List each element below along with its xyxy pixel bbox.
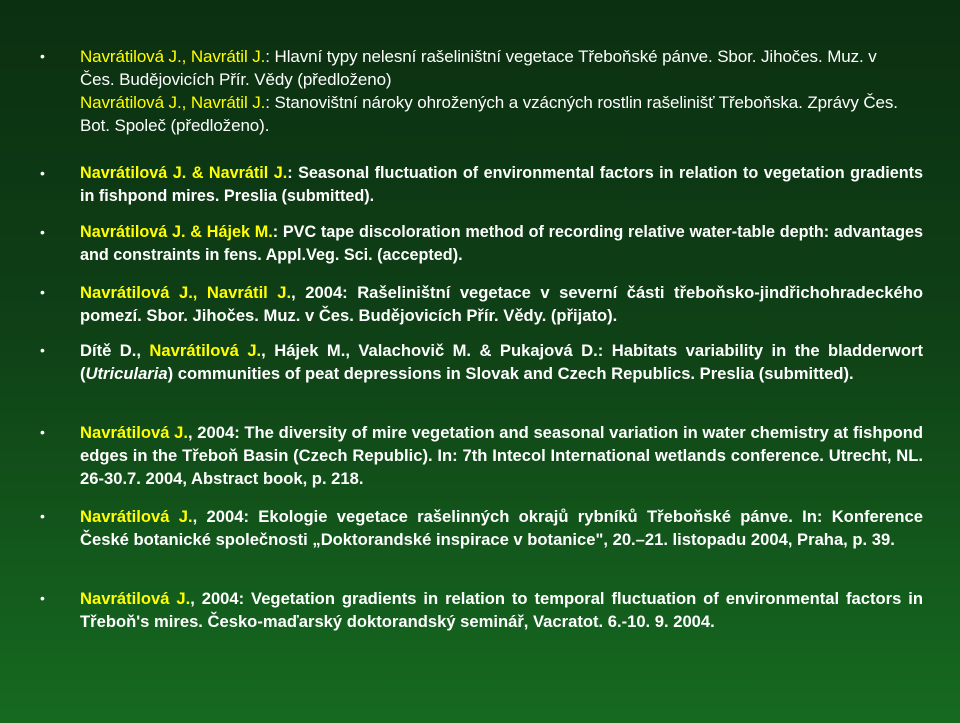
reference-coauthors-pre: Dítě D.,	[80, 341, 150, 360]
reference-authors: Navrátilová J., Navrátil J.	[80, 93, 266, 112]
reference-body-pre: : Habitats variability in the bladderwort (	[80, 341, 923, 383]
reference-text	[80, 281, 923, 327]
reference-text	[80, 339, 923, 385]
reference-authors: Navrátilová J.	[80, 507, 193, 526]
reference-body: , 2004: The diversity of mire vegetation and seasonal variation in water chemistry at fishpond edges in the Třeboň Basin (Czech Republic). In: 7th Intecol International wetlands conference. Utrecht, NL. 26-30.7. 2004, Abstract book, p. 218.	[80, 423, 924, 488]
reference-authors: Navrátilová J.	[149, 341, 262, 360]
reference-authors: Navrátilová J., Navrátil J.	[80, 47, 266, 66]
reference-authors: Navrátilová J.	[80, 423, 188, 442]
reference-body-post: ) communities of peat depressions in Slovak and Czech Republics. Preslia (submitted).	[167, 364, 854, 383]
bullet-icon: •	[40, 284, 45, 300]
reference-coauthors-post: , Hájek M., Valachovič M. & Pukajová D.	[261, 341, 598, 360]
reference-body-italic: Utricularia	[85, 364, 168, 383]
reference-body: : PVC tape discoloration method of recording relative water-table depth: advantages and constraints in fens. Appl.Veg. Sci. (accepted).	[80, 223, 923, 264]
reference-authors: Navrátilová J. & Hájek M.	[80, 223, 273, 241]
bullet-icon: •	[40, 424, 45, 440]
bullet-icon: •	[40, 590, 45, 606]
reference-text	[80, 45, 900, 91]
bullet-icon: •	[40, 165, 45, 181]
reference-body: : Seasonal fluctuation of environmental factors in relation to vegetation gradients in fishpond mires. Preslia (submitted).	[80, 164, 924, 205]
reference-authors: Navrátilová J.	[80, 589, 191, 608]
reference-body: , 2004: Vegetation gradients in relation to temporal fluctuation of environmental factors in Třeboň's mires. Česko-maďarský doktorandský seminář, Vacratot. 6.-10. 9. 2004.	[80, 589, 923, 631]
bullet-icon: •	[40, 342, 45, 358]
reference-body: , 2004: Rašeliništní vegetace v severní části třeboňsko-jindřichohradeckého pomezí. Sbor. Jihočes. Muz. v Čes. Budějovicích Přír. Vědy. (přijato).	[80, 283, 923, 325]
bullet-icon: •	[40, 224, 45, 240]
reference-authors: Navrátilová J. & Navrátil J.	[80, 164, 288, 182]
reference-authors: Navrátilová J., Navrátil J.	[80, 283, 292, 302]
reference-body: , 2004: Ekologie vegetace rašelinných okrajů rybníků Třeboňské pánve. In: Konference České botanické společnosti „Doktorandské inspirace v botanice", 20.–21. listopadu 2004, Praha, p. 39.	[80, 507, 923, 549]
reference-body: : Hlavní typy nelesní rašeliništní vegetace Třeboňské pánve. Sbor. Jihočes. Muz. v Čes. Budějovicích Přír. Vědy (předloženo)	[80, 47, 877, 89]
reference-body: : Stanovištní nároky ohrožených a vzácných rostlin rašelinišť Třeboňska. Zprávy Čes. Bot. Společ (předloženo).	[80, 93, 898, 135]
reference-text	[80, 221, 923, 267]
bullet-icon: •	[40, 508, 45, 524]
reference-text	[80, 91, 900, 137]
reference-text	[80, 505, 923, 551]
reference-text	[80, 162, 923, 208]
reference-text	[80, 587, 923, 633]
reference-text	[80, 421, 923, 490]
bullet-icon: •	[40, 48, 45, 64]
